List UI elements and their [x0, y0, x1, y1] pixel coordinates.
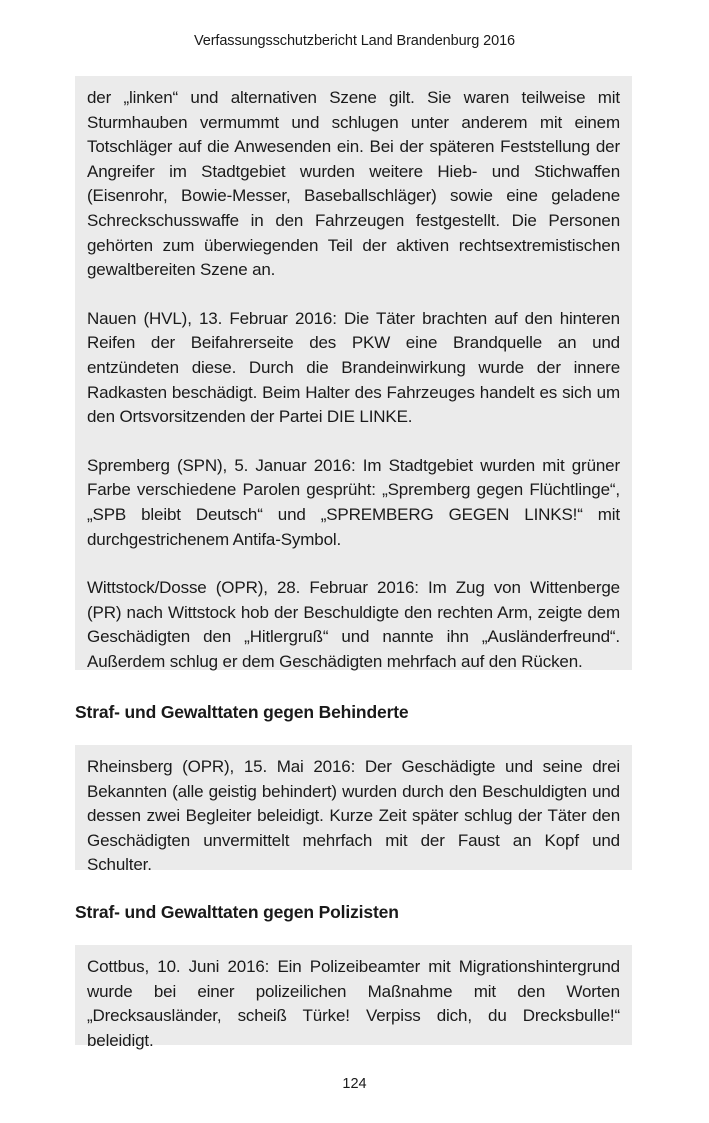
section-heading-polizisten: Straf- und Gewalttaten gegen Polizisten — [75, 902, 399, 922]
page-number: 124 — [342, 1076, 367, 1092]
case-paragraph: Nauen (HVL), 13. Februar 2016: Die Täter brachten auf den hinteren Reifen der Beifahrerseite des PKW eine Brandquelle an und entzündeten diese. Durch die Brandeinwirkung wurde der innere Radkasten beschädigt. Beim Halter des Fahrzeuges handelt es sich um den Ortsvorsitzenden der Partei DIE LINKE. — [87, 308, 620, 427]
case-paragraph: Cottbus, 10. Juni 2016: Ein Polizeibeamter mit Migrationshintergrund wurde bei einer polizeilichen Maßnahme mit den Worten „Drecksausländer, scheiß Türke! Verpiss dich, du Drecksbulle!“ beleidigt. — [87, 957, 620, 1050]
section-heading-behinderte: Straf- und Gewalttaten gegen Behinderte — [75, 702, 409, 722]
case-box-polizisten — [75, 945, 632, 1050]
case-box-behinderte — [75, 745, 632, 875]
running-header: Verfassungsschutzbericht Land Brandenburg 2016 — [193, 33, 516, 49]
case-box-continued — [75, 76, 632, 670]
case-paragraph: Rheinsberg (OPR), 15. Mai 2016: Der Geschädigte und seine drei Bekannten (alle geistig behindert) wurden durch den Beschuldigten und dessen zwei Begleiter beleidigt. Kurze Zeit später schlug der Täter den Geschädigten unvermittelt mehrfach mit der Faust an Kopf und Schulter. — [87, 757, 620, 875]
case-paragraph: der „linken“ und alternativen Szene gilt. Sie waren teilweise mit Sturmhauben vermummt und schlugen unter anderem mit einem Totschläger auf die Anwesenden ein. Bei der späteren Feststellung der Angreifer im Stadtgebiet wurden weitere Hieb- und Stichwaffen (Eisenrohr, Bowie-Messer, Baseballschläger) sowie eine geladene Schreckschusswaffe in den Fahrzeugen festgestellt. Die Personen gehörten zum überwiegenden Teil der aktiven rechtsextremistischen gewaltbereiten Szene an. — [87, 88, 620, 280]
case-paragraph: Wittstock/Dosse (OPR), 28. Februar 2016: Im Zug von Wittenberge (PR) nach Wittstock hob der Beschuldigte den rechten Arm, zeigte dem Geschädigten den „Hitlergruß“ und nannte ihn „Ausländerfreund“. Außerdem schlug er dem Geschädigten mehrfach auf den Rücken. — [87, 578, 620, 671]
case-paragraph: Spremberg (SPN), 5. Januar 2016: Im Stadtgebiet wurden mit grüner Farbe verschiedene Parolen gesprüht: „Spremberg gegen Flüchtlinge“, „SPB bleibt Deutsch“ und „SPREMBERG GEGEN LINKS!“ mit durchgestrichenem Antifa-Symbol. — [87, 455, 620, 549]
